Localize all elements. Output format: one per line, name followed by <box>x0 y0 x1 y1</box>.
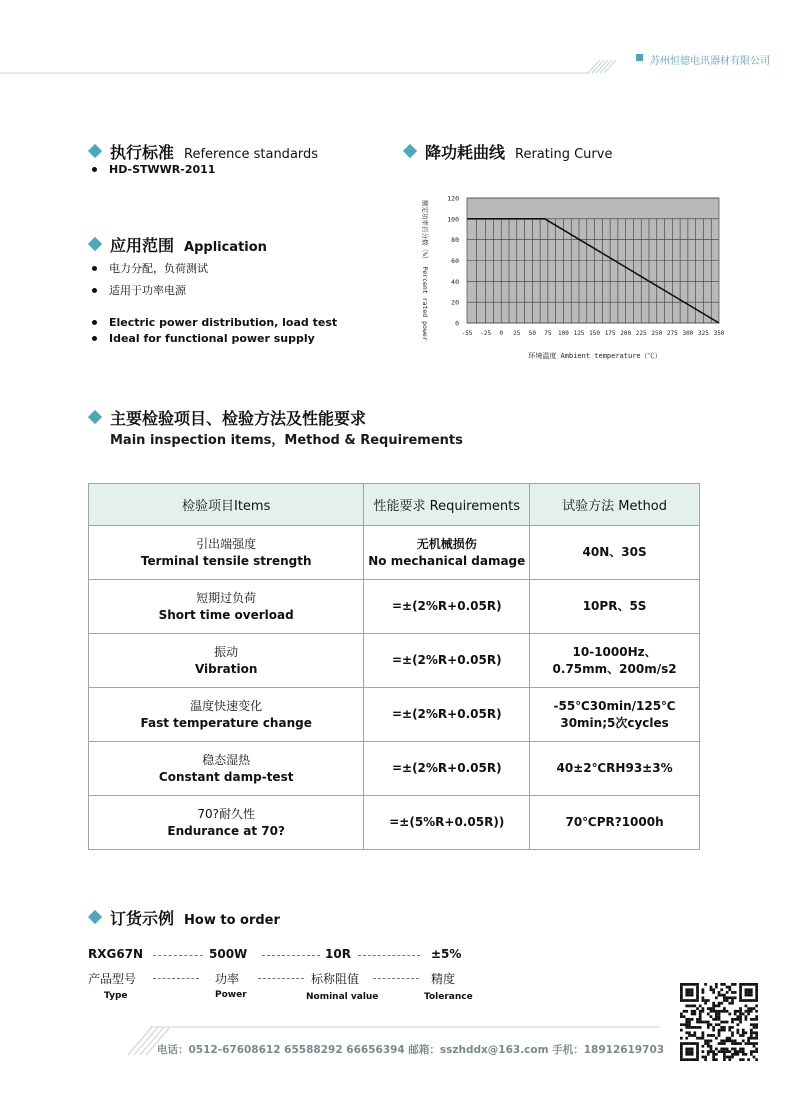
chart-x-tick-label: -25 <box>480 330 492 337</box>
cell-item <box>89 796 364 850</box>
standards-heading <box>90 140 318 163</box>
cell-requirement <box>364 526 530 580</box>
footer-contact: 电话：0512-67608612 65588292 66656394 邮箱：sszhddx@163.com 手机：18912619703 <box>157 1044 665 1056</box>
cell-item <box>89 580 364 634</box>
bullet-icon <box>92 288 97 293</box>
application-item-zh-1: 电力分配，负荷测试 <box>92 260 208 276</box>
company-marker <box>636 54 643 61</box>
diamond-icon <box>88 910 102 924</box>
order-code-value: 10R <box>325 947 351 961</box>
chart-x-tick-label: 75 <box>544 330 552 337</box>
chart-x-tick-label: 150 <box>589 330 600 337</box>
chart-x-tick-label: 325 <box>698 330 709 337</box>
chart-x-tick-label: 25 <box>513 330 521 337</box>
inspection-title-en: Main inspection items，Method & Requirements <box>110 433 463 448</box>
order-en-power: Power <box>215 990 247 1000</box>
standards-title-en: Reference standards <box>184 147 319 162</box>
chart-x-tick-label: 0 <box>499 330 504 337</box>
method-line: 40N、30S <box>582 545 647 559</box>
item-zh: 70?耐久性 <box>197 806 255 821</box>
standards-title-zh: 执行标准 <box>110 143 175 162</box>
item-zh: 短期过负荷 <box>196 590 257 605</box>
cell-method <box>530 688 700 742</box>
derating-heading <box>405 140 612 163</box>
table-row <box>89 796 700 850</box>
order-separator <box>153 955 203 956</box>
chart-x-tick-label: 100 <box>558 330 569 337</box>
order-code-tolerance: ±5% <box>431 947 462 961</box>
order-code-power: 500W <box>209 947 248 961</box>
cell-requirement <box>364 796 530 850</box>
diamond-icon <box>88 237 102 251</box>
chart-x-tick-label: 350 <box>713 330 725 337</box>
req-value: =±(2%R+0.05R) <box>391 707 502 721</box>
chart-y-tick-label: 20 <box>451 298 459 307</box>
diamond-icon <box>88 144 102 158</box>
bullet-icon <box>92 266 97 271</box>
method-line: 70℃PR?1000h <box>565 815 664 829</box>
table-header-row <box>89 484 700 526</box>
chart-x-tick-label: 300 <box>682 330 694 337</box>
order-label-tolerance: 精度 <box>431 972 456 986</box>
item-zh: 振动 <box>214 644 239 659</box>
cell-item <box>89 526 364 580</box>
order-separator <box>373 978 419 979</box>
req-value: =±(5%R+0.05R)) <box>389 815 505 829</box>
cell-item <box>89 742 364 796</box>
item-zh: 引出端强度 <box>196 536 257 551</box>
item-en: Short time overload <box>158 607 294 622</box>
diamond-icon <box>403 144 417 158</box>
chart-x-tick-label: 125 <box>573 330 585 337</box>
order-separator <box>153 978 199 979</box>
chart-x-tick-label: 250 <box>651 330 663 337</box>
order-separator <box>258 978 304 979</box>
table-row <box>89 688 700 742</box>
derating-title-zh: 降功耗曲线 <box>425 143 506 162</box>
chart-x-tick-label: 225 <box>635 330 647 337</box>
bullet-icon <box>92 320 97 325</box>
chart-y-tick-label: 40 <box>451 277 459 286</box>
order-separator <box>262 955 320 956</box>
cell-method <box>530 526 700 580</box>
cell-requirement <box>364 634 530 688</box>
item-en: Vibration <box>194 661 258 676</box>
order-code-type: RXG67N <box>88 947 144 961</box>
chart-x-tick-label: 175 <box>604 330 616 337</box>
order-label-value: 标称阻值 <box>311 972 360 986</box>
order-title-en: How to order <box>184 913 280 928</box>
chart-x-tick-label: 200 <box>620 330 632 337</box>
cell-requirement <box>364 742 530 796</box>
item-en: Terminal tensile strength <box>140 553 312 568</box>
header-method: 试验方法 Method <box>530 484 700 526</box>
cell-method <box>530 580 700 634</box>
application-title-en: Application <box>184 240 267 255</box>
chart-x-tick-label: -55 <box>461 330 473 337</box>
method-line: 10PR、5S <box>582 599 647 613</box>
cell-requirement <box>364 688 530 742</box>
inspection-table <box>88 483 700 850</box>
req-value: =±(2%R+0.05R) <box>391 599 502 613</box>
chart-y-tick-label: 0 <box>455 319 459 328</box>
table-row <box>89 742 700 796</box>
application-heading <box>90 233 267 256</box>
chart-x-axis-label: 环境温度 Ambient temperature（℃） <box>528 352 662 360</box>
chart-y-tick-label: 80 <box>451 236 459 245</box>
chart-y-tick-label: 100 <box>447 215 459 224</box>
application-title-zh: 应用范围 <box>110 236 175 255</box>
chart-y-tick-label: 120 <box>447 194 459 203</box>
method-line: 10-1000Hz、 <box>572 644 657 659</box>
chart-y-tick-label: 60 <box>451 257 459 265</box>
req-value: No mechanical damage <box>368 553 526 568</box>
chart-x-tick-label: 50 <box>528 330 536 337</box>
item-en: Constant damp-test <box>158 769 294 784</box>
header-requirements: 性能要求 Requirements <box>364 484 530 526</box>
order-label-type: 产品型号 <box>88 972 137 986</box>
order-title-zh: 订货示例 <box>110 909 175 928</box>
header-items: 检验项目Items <box>89 484 364 526</box>
order-en-type: Type <box>104 991 128 1001</box>
table-row <box>89 580 700 634</box>
cell-method <box>530 634 700 688</box>
item-en: Endurance at 70? <box>167 823 285 838</box>
inspection-title-zh: 主要检验项目、检验方法及性能要求 <box>110 409 367 428</box>
cell-method <box>530 796 700 850</box>
chart-x-tick-label: 275 <box>666 330 678 337</box>
item-zh: 温度快速变化 <box>190 698 263 713</box>
inspection-heading <box>90 406 376 429</box>
req-zh: 无机械损伤 <box>416 536 477 551</box>
method-line: 30min;5次cycles <box>560 715 669 730</box>
order-heading <box>90 906 280 929</box>
req-value: =±(2%R+0.05R) <box>391 761 502 775</box>
bullet-icon <box>92 336 97 341</box>
table-row <box>89 634 700 688</box>
order-separator <box>358 955 420 956</box>
application-item-zh-2: 适用于功率电源 <box>92 282 186 298</box>
req-value: =±(2%R+0.05R) <box>391 653 502 667</box>
application-item-en-1: Electric power distribution, load test <box>92 316 337 329</box>
cell-item <box>89 634 364 688</box>
cell-requirement <box>364 580 530 634</box>
cell-method <box>530 742 700 796</box>
diamond-icon <box>88 410 102 424</box>
bullet-icon <box>92 167 97 172</box>
item-zh: 稳态湿热 <box>202 752 251 767</box>
table-row <box>89 526 700 580</box>
method-line: -55℃30min/125℃ <box>553 698 676 713</box>
derating-chart <box>405 188 735 363</box>
derating-title-en: Rerating Curve <box>515 147 613 162</box>
order-en-value: Nominal value <box>306 992 379 1002</box>
order-en-tolerance: Tolerance <box>424 992 473 1002</box>
order-label-power: 功率 <box>215 972 240 986</box>
application-item-en-2: Ideal for functional power supply <box>92 332 315 345</box>
cell-item <box>89 688 364 742</box>
method-line: 0.75mm、200m/s2 <box>552 661 677 676</box>
item-en: Fast temperature change <box>140 715 312 730</box>
method-line: 40±2℃RH93±3% <box>556 761 673 775</box>
company-name: 苏州恒德电讯器材有限公司 <box>650 56 770 67</box>
standards-item: HD-STWWR-2011 <box>92 163 215 176</box>
chart-y-axis-label: 额定功率百分数（%） Percent rated power <box>421 200 429 341</box>
